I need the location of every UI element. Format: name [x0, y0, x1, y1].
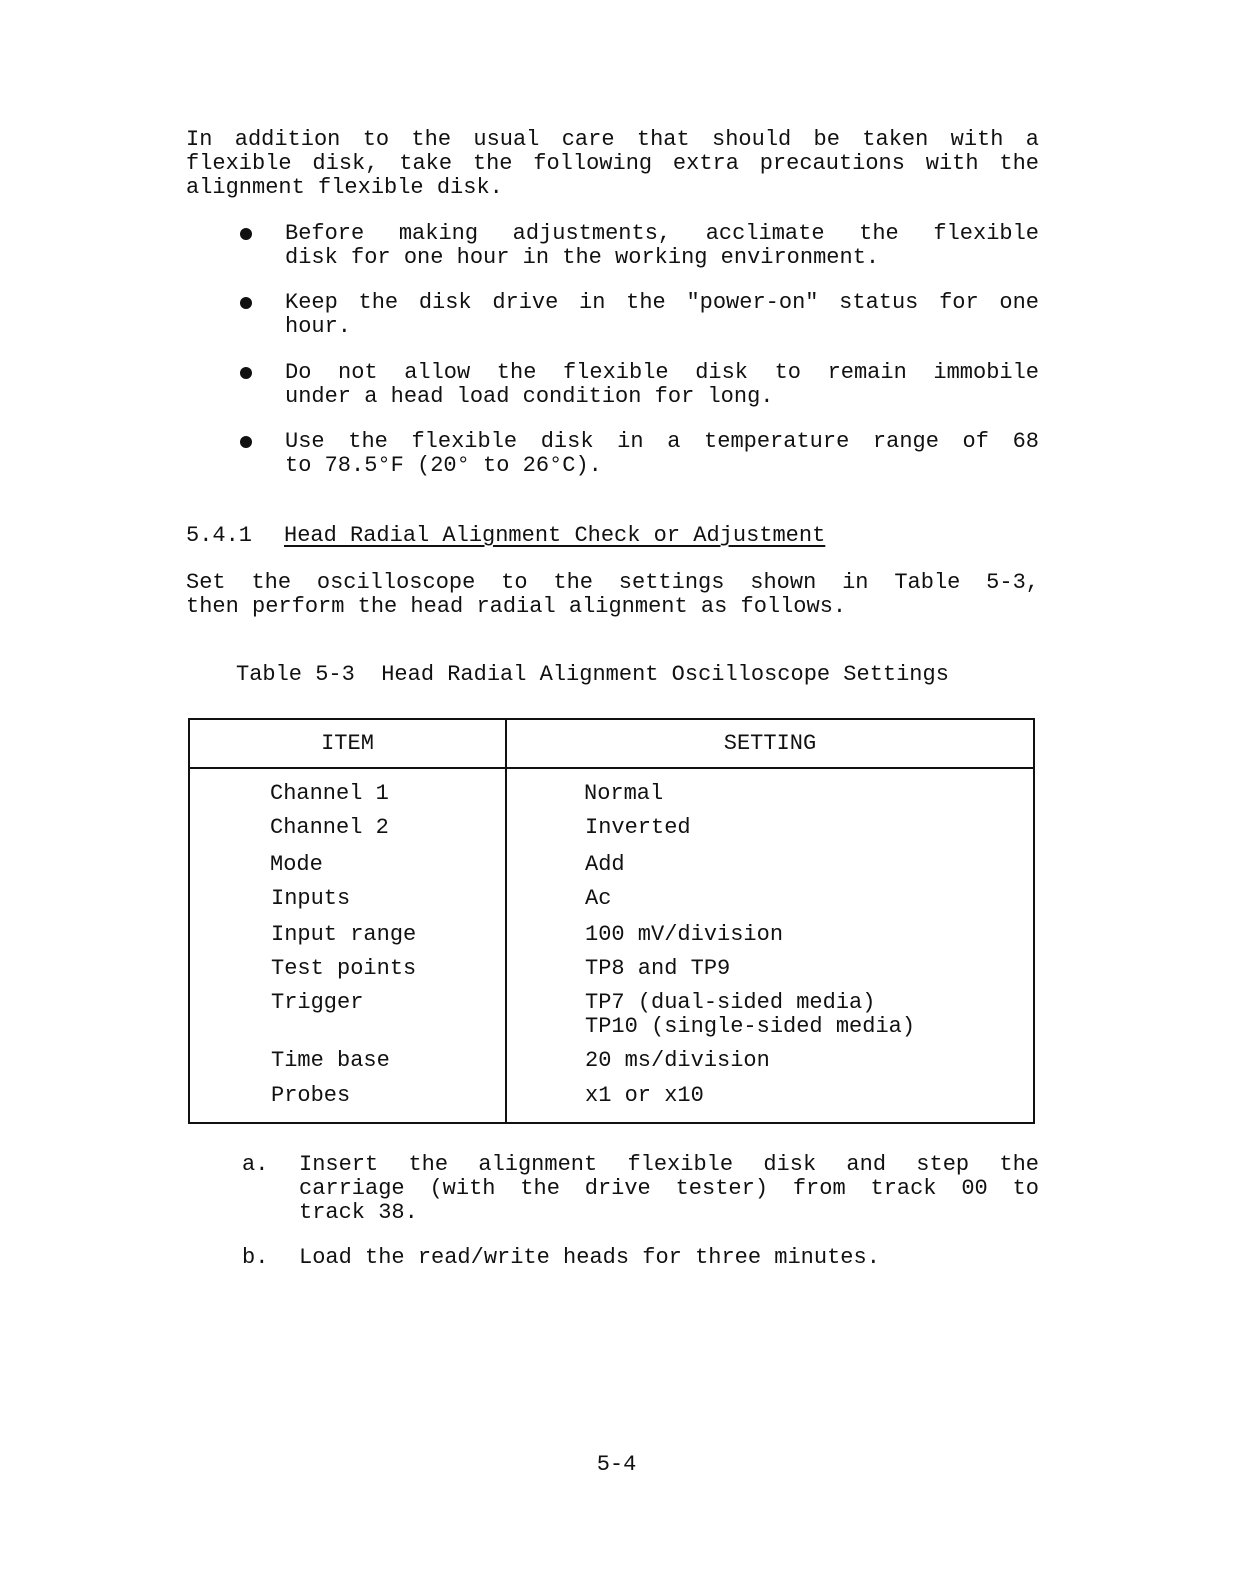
step-line: Load the read/write heads for three minutes.: [299, 1245, 880, 1270]
intro-line: flexible disk, take the following extra precautions with the: [186, 151, 1039, 176]
step-line: Insert the alignment flexible disk and step the: [299, 1152, 1039, 1177]
table-caption: Table 5-3 Head Radial Alignment Oscilloscope Settings: [236, 662, 949, 687]
section-title: Head Radial Alignment Check or Adjustment: [284, 523, 826, 548]
precaution-line: hour.: [285, 314, 352, 339]
item-cell: Test points: [271, 956, 417, 981]
precaution-line: under a head load condition for long.: [285, 384, 774, 409]
setting-cell: Ac: [585, 886, 612, 911]
item-column: [189, 768, 506, 1123]
item-cell: Input range: [271, 922, 417, 947]
item-cell: Channel 2: [270, 815, 389, 840]
item-cell: Trigger: [271, 990, 364, 1015]
bullet-icon: [240, 436, 252, 448]
step-line: carriage (with the drive tester) from track 00 to: [299, 1176, 1039, 1201]
bullet-icon: [240, 297, 252, 309]
precaution-line: to 78.5°F (20° to 26°C).: [285, 453, 602, 478]
setting-cell: Inverted: [585, 815, 691, 840]
column-header-item: ITEM: [189, 719, 506, 768]
intro-line: In addition to the usual care that should be taken with a: [186, 127, 1039, 152]
precaution-line: Before making adjustments, acclimate the flexible: [285, 221, 1039, 246]
precaution-line: Use the flexible disk in a temperature range of 68: [285, 429, 1039, 454]
setting-cell: TP7 (dual-sided media) TP10 (single-sided media): [585, 990, 916, 1039]
section-line: then perform the head radial alignment as follows.: [186, 594, 847, 619]
setting-cell: Add: [585, 852, 625, 877]
setting-cell: x1 or x10: [585, 1083, 704, 1108]
oscilloscope-settings-table: [188, 718, 1035, 1124]
section-paragraph: [186, 571, 1039, 619]
precaution-line: Do not allow the flexible disk to remain immobile: [285, 360, 1039, 385]
setting-cell: TP8 and TP9: [585, 956, 731, 981]
page-number: 5-4: [596, 1452, 637, 1477]
setting-cell: Normal: [584, 781, 664, 806]
item-cell: Time base: [271, 1048, 390, 1073]
item-cell: Mode: [270, 852, 323, 877]
step-label: b.: [242, 1245, 269, 1270]
section-line: Set the oscilloscope to the settings shown in Table 5-3,: [186, 570, 1039, 595]
step-line: track 38.: [299, 1200, 418, 1225]
intro-paragraph: [186, 128, 1039, 200]
bullet-icon: [240, 367, 252, 379]
section-number: 5.4.1: [186, 523, 253, 548]
precaution-line: disk for one hour in the working environment.: [285, 245, 880, 270]
setting-column: [506, 768, 1034, 1123]
step-label: a.: [242, 1152, 269, 1177]
setting-cell: 100 mV/division: [585, 922, 784, 947]
item-cell: Inputs: [271, 886, 351, 911]
item-cell: Channel 1: [270, 781, 389, 806]
bullet-icon: [240, 228, 252, 240]
column-header-setting: SETTING: [506, 719, 1034, 768]
item-cell: Probes: [271, 1083, 351, 1108]
precaution-line: Keep the disk drive in the "power-on" status for one: [285, 290, 1039, 315]
setting-cell: 20 ms/division: [585, 1048, 770, 1073]
intro-line: alignment flexible disk.: [186, 175, 503, 200]
